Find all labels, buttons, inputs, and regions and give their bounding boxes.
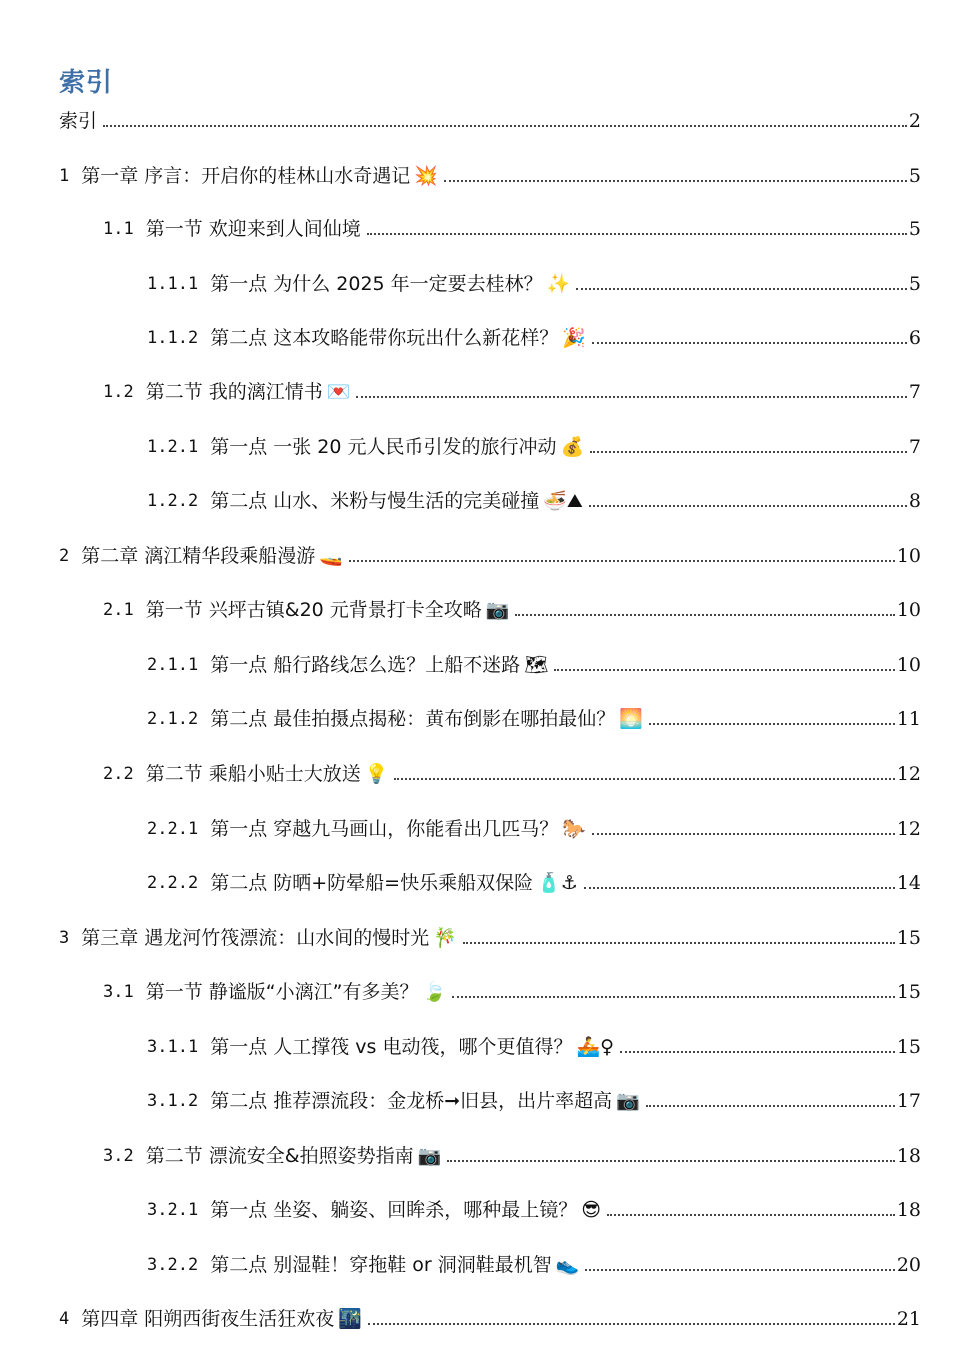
dot-leader <box>349 558 895 562</box>
dot-leader <box>649 721 895 725</box>
sunrise-icon: 🌅 <box>619 708 643 730</box>
toc-entry-point-1-2-1[interactable] <box>147 434 921 460</box>
toc-entry-title: 第一章 序言：开启你的桂林山水奇遇记 <box>81 165 411 187</box>
toc-entry-page: 5 <box>908 273 921 295</box>
toc-entry-section-1-1[interactable] <box>103 216 921 242</box>
dot-leader <box>394 776 894 780</box>
toc-entry-number: 3.1.2 <box>147 1091 199 1111</box>
toc-entry-number: 3.2.2 <box>147 1255 199 1275</box>
toc-entry-title: 第二点 别湿鞋！穿拖鞋 or 洞洞鞋最机智 <box>210 1254 552 1276</box>
toc-entry-title: 第二点 山水、米粉与慢生活的完美碰撞 <box>210 490 540 512</box>
toc-entry-section-3-2[interactable] <box>103 1143 921 1169</box>
toc-entry-point-3-2-1[interactable] <box>147 1197 921 1223</box>
toc-entry-chapter-1[interactable] <box>59 163 921 189</box>
toc-entry-title: 第一点 为什么 2025 年一定要去桂林？ <box>210 273 543 295</box>
sparkles-icon: ✨ <box>546 273 571 295</box>
toc-entry-page: 14 <box>896 872 921 894</box>
toc-entry-point-2-2-1[interactable] <box>147 816 921 842</box>
leaf-icon: 🍃 <box>422 981 447 1003</box>
dot-leader <box>592 340 907 344</box>
toc-entry-number: 1.2.2 <box>147 491 199 511</box>
toc-entry-point-3-1-1[interactable] <box>147 1034 921 1060</box>
speedboat-icon: 🚤 <box>319 545 343 567</box>
toc-entry-title: 第一节 静谧版“小漓江”有多美？ <box>145 981 419 1003</box>
toc-entry-page: 15 <box>896 927 921 949</box>
dot-leader <box>515 612 894 616</box>
dot-leader <box>589 503 907 507</box>
toc-entry-number: 3.1.1 <box>147 1037 199 1057</box>
horse-icon: 🐎 <box>562 818 586 840</box>
toc-entry-title: 第二节 乘船小贴士大放送 <box>145 763 361 785</box>
toc-entry-section-2-1[interactable] <box>103 597 921 623</box>
toc-entry-number: 4 <box>59 1309 70 1329</box>
toc-entry-title: 第一点 穿越九马画山，你能看出几匹马？ <box>210 818 559 840</box>
toc-entry-title: 第一点 船行路线怎么选？上船不迷路 <box>210 654 521 676</box>
toc-entry-number: 3.2.1 <box>147 1200 199 1220</box>
toc-entry-title: 第一节 兴坪古镇&20 元背景打卡全攻略 <box>145 599 482 621</box>
toc-entry-number: 1.2 <box>103 382 134 402</box>
toc-entry-index[interactable] <box>59 108 921 134</box>
toc-entry-title: 第二点 最佳拍摄点揭秘：黄布倒影在哪拍最仙？ <box>210 708 616 730</box>
dot-leader <box>592 831 895 835</box>
dot-leader <box>452 994 895 998</box>
toc-entry-page: 17 <box>896 1090 921 1112</box>
toc-entry-number: 1.1 <box>103 219 134 239</box>
toc-entry-page: 10 <box>896 599 921 621</box>
collision-icon: 💥 <box>414 165 438 187</box>
toc-entry-number: 3.1 <box>103 982 134 1002</box>
toc-entry-point-2-1-1[interactable] <box>147 652 921 678</box>
toc-entry-title: 第一节 欢迎来到人间仙境 <box>145 218 361 240</box>
toc-entry-chapter-4[interactable] <box>59 1306 921 1332</box>
toc-entry-page: 18 <box>896 1199 921 1221</box>
toc-entry-page: 12 <box>896 818 921 840</box>
toc-entry-number: 2.2 <box>103 764 134 784</box>
toc-entry-number: 1.1.1 <box>147 274 199 294</box>
night-city-icon: 🌃 <box>338 1308 362 1330</box>
toc-entry-point-3-1-2[interactable] <box>147 1088 921 1114</box>
toc-entry-title: 第三章 遇龙河竹筏漂流：山水间的慢时光 <box>81 927 430 949</box>
toc-entry-page: 5 <box>908 165 921 187</box>
dot-leader <box>356 394 906 398</box>
toc-entry-page: 10 <box>896 545 921 567</box>
toc-entry-page: 5 <box>908 218 921 240</box>
toc-entry-page: 10 <box>896 654 921 676</box>
toc-entry-page: 7 <box>908 436 921 458</box>
toc-entry-point-3-2-2[interactable] <box>147 1252 921 1278</box>
camera-icon: 📷 <box>417 1145 442 1167</box>
toc-entry-page: 2 <box>908 110 921 132</box>
dot-leader <box>585 1267 894 1271</box>
toc-entry-page: 15 <box>896 1036 921 1058</box>
dot-leader <box>463 940 895 944</box>
toc-entry-number: 2.1 <box>103 600 134 620</box>
rowing-female-icon: 🚣♀ <box>576 1036 615 1058</box>
camera-icon: 📷 <box>485 599 510 621</box>
toc-entry-page: 7 <box>908 381 921 403</box>
toc-entry-number: 1.2.1 <box>147 437 199 457</box>
toc-entry-page: 8 <box>908 490 921 512</box>
toc-entry-chapter-3[interactable] <box>59 925 921 951</box>
toc-entry-page: 6 <box>908 327 921 349</box>
map-icon: 🗺 <box>524 654 549 676</box>
toc-entry-number: 2 <box>59 546 70 566</box>
toc-entry-title: 索引 <box>59 110 98 132</box>
dot-leader <box>368 1321 895 1325</box>
toc-entry-title: 第二节 我的漓江情书 <box>145 381 323 403</box>
lotion-anchor-icon: 🧴⚓ <box>537 872 578 894</box>
camera-icon: 📷 <box>616 1090 640 1112</box>
dot-leader <box>367 231 907 235</box>
toc-entry-number: 2.2.1 <box>147 819 199 839</box>
toc-entry-point-2-1-2[interactable] <box>147 706 921 732</box>
toc-entry-title: 第二点 这本攻略能带你玩出什么新花样？ <box>210 327 559 349</box>
toc-entry-point-1-2-2[interactable] <box>147 488 921 514</box>
toc-entry-number: 2.1.1 <box>147 655 199 675</box>
toc-entry-point-1-1-2[interactable] <box>147 325 921 351</box>
dot-leader <box>590 449 907 453</box>
light-bulb-icon: 💡 <box>364 763 389 785</box>
dot-leader <box>584 885 895 889</box>
toc-entry-chapter-2[interactable] <box>59 543 921 569</box>
toc-entry-page: 11 <box>896 708 921 730</box>
toc-entry-title: 第二章 漓江精华段乘船漫游 <box>81 545 316 567</box>
toc-entry-number: 2.1.2 <box>147 709 199 729</box>
toc-entry-number: 3 <box>59 928 70 948</box>
sneaker-icon: 👟 <box>555 1254 580 1276</box>
toc-entry-title: 第一点 坐姿、躺姿、回眸杀，哪种最上镜？ <box>210 1199 578 1221</box>
money-bag-icon: 💰 <box>560 436 585 458</box>
sunglasses-face-icon: 😎 <box>581 1199 602 1221</box>
dot-leader <box>554 667 894 671</box>
toc-entry-title: 第一点 人工撑筏 vs 电动筏，哪个更值得？ <box>210 1036 573 1058</box>
toc-entry-point-2-2-2[interactable] <box>147 870 921 896</box>
dot-leader <box>444 178 907 182</box>
toc-entry-number: 1 <box>59 166 70 186</box>
toc-entry-title: 第二节 漂流安全&拍照姿势指南 <box>145 1145 414 1167</box>
toc-heading: 索引 <box>59 68 114 98</box>
toc-entry-page: 20 <box>896 1254 921 1276</box>
toc-entry-section-2-2[interactable] <box>103 761 921 787</box>
toc-entry-section-3-1[interactable] <box>103 979 921 1005</box>
party-popper-icon: 🎉 <box>562 327 586 349</box>
dot-leader <box>576 286 907 290</box>
dot-leader <box>103 123 907 127</box>
noodles-mountain-icon: 🍜⛰ <box>543 490 583 512</box>
toc-entry-number: 1.1.2 <box>147 328 199 348</box>
dot-leader <box>447 1158 895 1162</box>
dot-leader <box>620 1049 895 1053</box>
dot-leader <box>607 1212 895 1216</box>
toc-entry-section-1-2[interactable] <box>103 379 921 405</box>
toc-entry-title: 第一点 一张 20 元人民币引发的旅行冲动 <box>210 436 557 458</box>
toc-entry-page: 18 <box>896 1145 921 1167</box>
dot-leader <box>646 1103 895 1107</box>
toc-entry-number: 3.2 <box>103 1146 134 1166</box>
toc-entry-number: 2.2.2 <box>147 873 199 893</box>
toc-entry-page: 12 <box>896 763 921 785</box>
love-letter-icon: 💌 <box>326 381 351 403</box>
bamboo-icon: 🎋 <box>433 927 457 949</box>
toc-entry-point-1-1-1[interactable] <box>147 271 921 297</box>
toc-entry-title: 第二点 推荐漂流段：金龙桥➞旧县，出片率超高 <box>210 1090 613 1112</box>
toc-entry-page: 15 <box>896 981 921 1003</box>
toc-entry-title: 第二点 防晒+防晕船=快乐乘船双保险 <box>210 872 534 894</box>
toc-entry-page: 21 <box>896 1308 921 1330</box>
toc-entry-title: 第四章 阳朔西街夜生活狂欢夜 <box>81 1308 335 1330</box>
